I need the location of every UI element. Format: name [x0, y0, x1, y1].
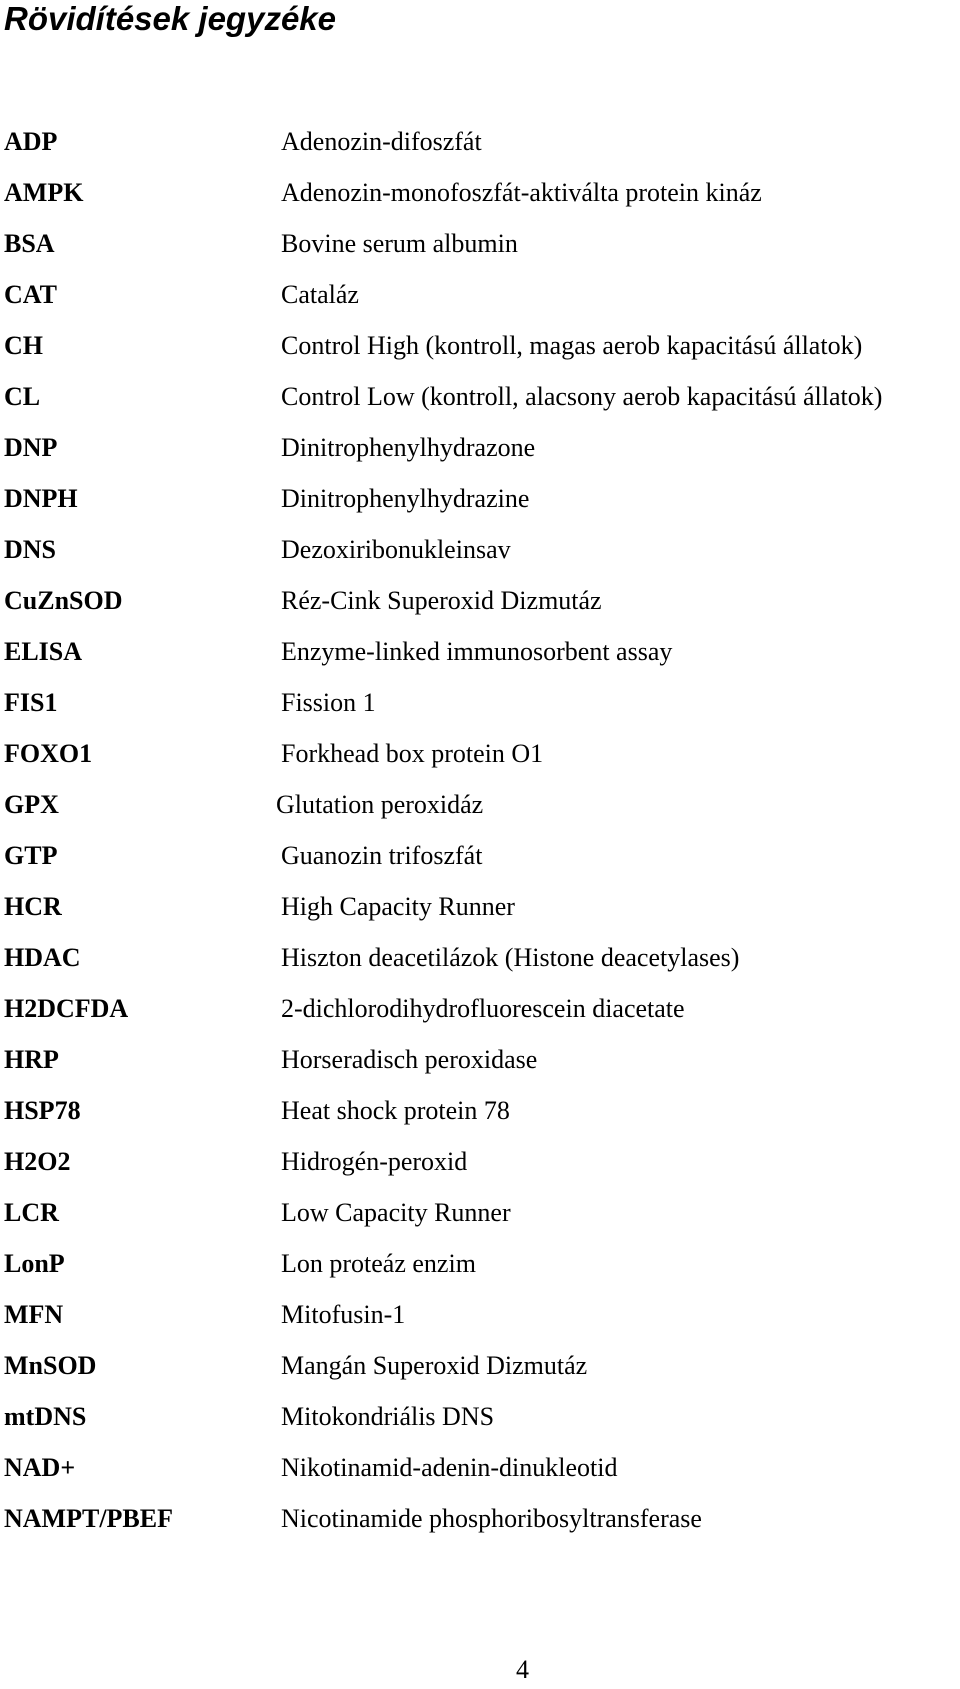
abbreviation-term: BSA — [4, 229, 55, 258]
abbreviation-definition: Hiszton deacetilázok (Histone deacetylases) — [281, 943, 740, 972]
abbreviation-term: MFN — [4, 1300, 64, 1329]
abbreviation-definition: Mangán Superoxid Dizmutáz — [281, 1351, 588, 1380]
abbreviation-row — [0, 380, 960, 431]
abbreviation-row — [0, 176, 960, 227]
abbreviation-row — [0, 533, 960, 584]
abbreviation-row — [0, 227, 960, 278]
abbreviation-row — [0, 737, 960, 788]
abbreviation-term: HRP — [4, 1045, 59, 1074]
abbreviation-term: GTP — [4, 841, 58, 870]
abbreviation-row — [0, 584, 960, 635]
page-title: Rövidítések jegyzéke — [4, 0, 336, 37]
abbreviation-definition: Bovine serum albumin — [281, 229, 518, 258]
abbreviation-definition: Low Capacity Runner — [281, 1198, 511, 1227]
abbreviation-row — [0, 992, 960, 1043]
abbreviation-term: DNPH — [4, 484, 78, 513]
abbreviation-row — [0, 125, 960, 176]
abbreviation-row — [0, 839, 960, 890]
abbreviation-row — [0, 1094, 960, 1145]
abbreviation-term: FIS1 — [4, 688, 58, 717]
abbreviation-term: H2DCFDA — [4, 994, 129, 1023]
abbreviation-row — [0, 1196, 960, 1247]
abbreviation-term: DNS — [4, 535, 57, 564]
abbreviation-definition: High Capacity Runner — [281, 892, 515, 921]
abbreviation-definition: Nikotinamid-adenin-dinukleotid — [281, 1453, 618, 1482]
abbreviation-definition: Adenozin-monofoszfát-aktiválta protein kináz — [281, 178, 762, 207]
abbreviation-term: MnSOD — [4, 1351, 97, 1380]
abbreviation-definition: Dezoxiribonukleinsav — [281, 535, 511, 564]
abbreviation-definition: Réz-Cink Superoxid Dizmutáz — [281, 586, 602, 615]
abbreviation-term: DNP — [4, 433, 58, 462]
abbreviation-row — [0, 1502, 960, 1553]
abbreviation-term: H2O2 — [4, 1147, 71, 1176]
abbreviation-row — [0, 635, 960, 686]
abbreviation-row — [0, 431, 960, 482]
abbreviation-term: LonP — [4, 1249, 65, 1278]
abbreviation-definition: 2-dichlorodihydrofluorescein diacetate — [281, 994, 685, 1023]
abbreviation-row — [0, 482, 960, 533]
abbreviation-definition: Control Low (kontroll, alacsony aerob kapacitású állatok) — [281, 382, 883, 411]
abbreviation-term: GPX — [4, 790, 59, 819]
abbreviation-definition: Glutation peroxidáz — [276, 790, 484, 819]
abbreviation-list — [0, 125, 960, 1553]
abbreviation-row — [0, 686, 960, 737]
abbreviation-term: NAD+ — [4, 1453, 76, 1482]
abbreviation-definition: Adenozin-difoszfát — [281, 127, 482, 156]
abbreviation-definition: Fission 1 — [281, 688, 376, 717]
abbreviation-row — [0, 1145, 960, 1196]
abbreviation-term: mtDNS — [4, 1402, 87, 1431]
abbreviation-definition: Dinitrophenylhydrazine — [281, 484, 530, 513]
abbreviation-term: NAMPT/PBEF — [4, 1504, 173, 1533]
abbreviation-row — [0, 1298, 960, 1349]
abbreviation-term: CAT — [4, 280, 57, 309]
abbreviation-term: CH — [4, 331, 43, 360]
abbreviation-definition: Forkhead box protein O1 — [281, 739, 544, 768]
abbreviation-definition: Mitofusin-1 — [281, 1300, 406, 1329]
abbreviation-definition: Control High (kontroll, magas aerob kapacitású állatok) — [281, 331, 863, 360]
abbreviation-definition: Heat shock protein 78 — [281, 1096, 510, 1125]
abbreviation-row — [0, 1451, 960, 1502]
abbreviation-term: HSP78 — [4, 1096, 81, 1125]
abbreviation-term: HDAC — [4, 943, 81, 972]
abbreviation-definition: Enzyme-linked immunosorbent assay — [281, 637, 673, 666]
abbreviation-row — [0, 1349, 960, 1400]
abbreviation-term: CuZnSOD — [4, 586, 123, 615]
abbreviation-row — [0, 329, 960, 380]
abbreviation-definition: Dinitrophenylhydrazone — [281, 433, 536, 462]
abbreviation-definition: Mitokondriális DNS — [281, 1402, 495, 1431]
abbreviation-row — [0, 278, 960, 329]
abbreviation-term: ADP — [4, 127, 58, 156]
abbreviation-definition: Horseradisch peroxidase — [281, 1045, 538, 1074]
abbreviation-row — [0, 788, 960, 839]
abbreviation-definition: Cataláz — [281, 280, 359, 309]
abbreviation-term: HCR — [4, 892, 62, 921]
abbreviation-row — [0, 941, 960, 992]
abbreviation-term: CL — [4, 382, 41, 411]
abbreviation-term: LCR — [4, 1198, 59, 1227]
abbreviation-row — [0, 1247, 960, 1298]
page-number: 4 — [516, 1655, 529, 1684]
abbreviation-term: FOXO1 — [4, 739, 93, 768]
abbreviation-definition: Hidrogén-peroxid — [281, 1147, 468, 1176]
abbreviation-term: ELISA — [4, 637, 83, 666]
abbreviation-row — [0, 1400, 960, 1451]
abbreviation-row — [0, 1043, 960, 1094]
abbreviation-row — [0, 890, 960, 941]
abbreviation-term: AMPK — [4, 178, 84, 207]
abbreviation-definition: Nicotinamide phosphoribosyltransferase — [281, 1504, 702, 1533]
abbreviation-definition: Guanozin trifoszfát — [281, 841, 483, 870]
abbreviation-definition: Lon proteáz enzim — [281, 1249, 476, 1278]
